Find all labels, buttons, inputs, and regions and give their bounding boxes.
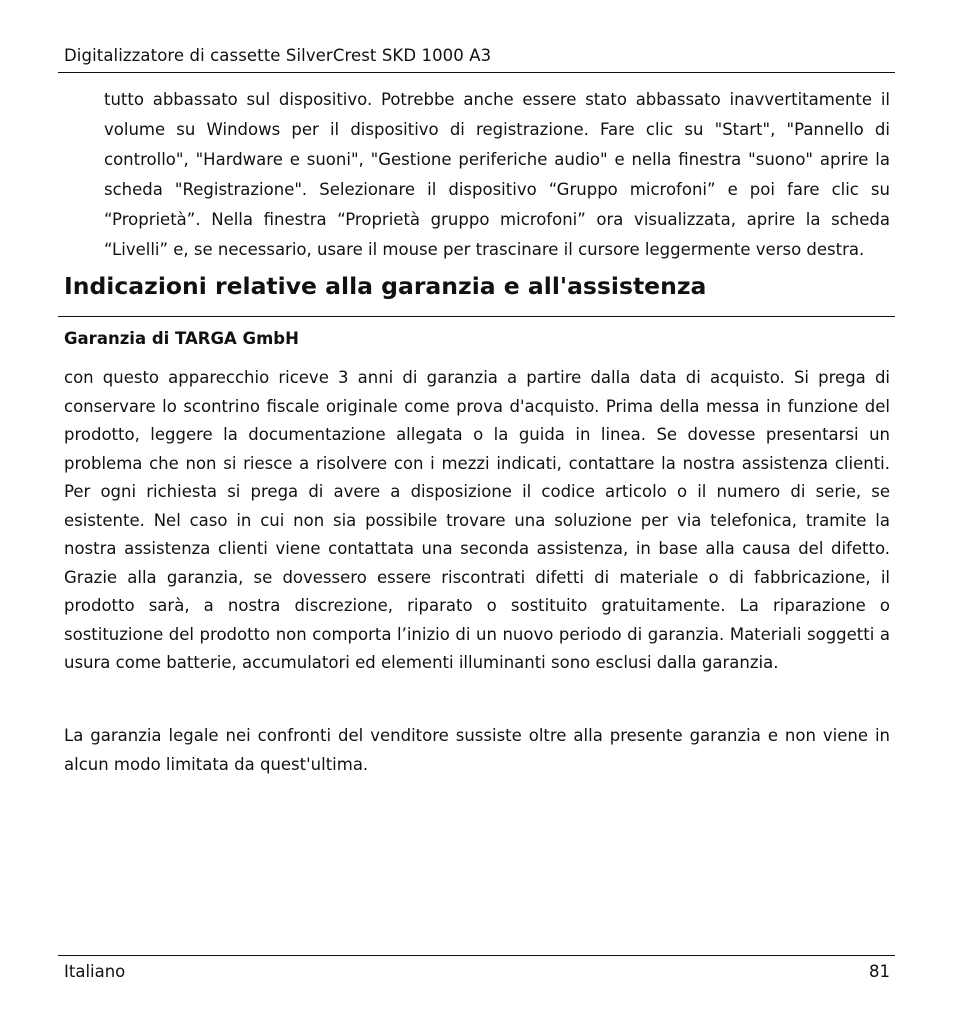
subheading-warranty: Garanzia di TARGA GmbH — [64, 329, 299, 348]
section-divider — [58, 316, 895, 317]
section-heading: Indicazioni relative alla garanzia e all'assistenza — [64, 272, 707, 300]
page-number: 81 — [869, 962, 890, 981]
page-header-title: Digitalizzatore di cassette SilverCrest SKD 1000 A3 — [64, 46, 492, 65]
continued-paragraph: tutto abbassato sul dispositivo. Potrebbe anche essere stato abbassato inavvertitamente il volume su Windows per il dispositivo di registrazione. Fare clic su "Start", "Pannello di controllo", "Hardware e suoni", "Gestione periferiche audio" e nella finestra "suono" aprire la scheda "Registrazione". Selezionare il dispositivo “Gruppo microfoni” e poi fare clic su “Proprietà”. Nella finestra “Proprietà gruppo microfoni” ora visualizzata, aprire la scheda “Livelli” e, se necessario, usare il mouse per trascinare il cursore leggermente verso destra. — [104, 90, 890, 259]
header-divider — [58, 72, 895, 73]
footer-divider — [58, 955, 895, 956]
legal-warranty-paragraph: La garanzia legale nei confronti del venditore sussiste oltre alla presente garanzia e non viene in alcun modo limitata da quest'ultima. — [64, 726, 890, 774]
warranty-paragraph: con questo apparecchio riceve 3 anni di garanzia a partire dalla data di acquisto. Si prega di conservare lo scontrino fiscale originale come prova d'acquisto. Prima della messa in funzione del prodotto, leggere la documentazione allegata o la guida in linea. Se dovesse presentarsi un problema che non si riesce a risolvere con i mezzi indicati, contattare la nostra assistenza clienti. Per ogni richiesta si prega di avere a disposizione il codice articolo o il numero di serie, se esistente. Nel caso in cui non sia possibile trovare una soluzione per via telefonica, tramite la nostra assistenza clienti viene contattata una seconda assistenza, in base alla causa del difetto. Grazie alla garanzia, se dovessero essere riscontrati difetti di materiale o di fabbricazione, il prodotto sarà, a nostra discrezione, riparato o sostituito gratuitamente. La riparazione o sostituzione del prodotto non comporta l’inizio di un nuovo periodo di garanzia. Materiali soggetti a usura come batterie, accumulatori ed elementi illuminanti sono esclusi dalla garanzia. — [64, 368, 890, 672]
footer-language: Italiano — [64, 962, 126, 981]
